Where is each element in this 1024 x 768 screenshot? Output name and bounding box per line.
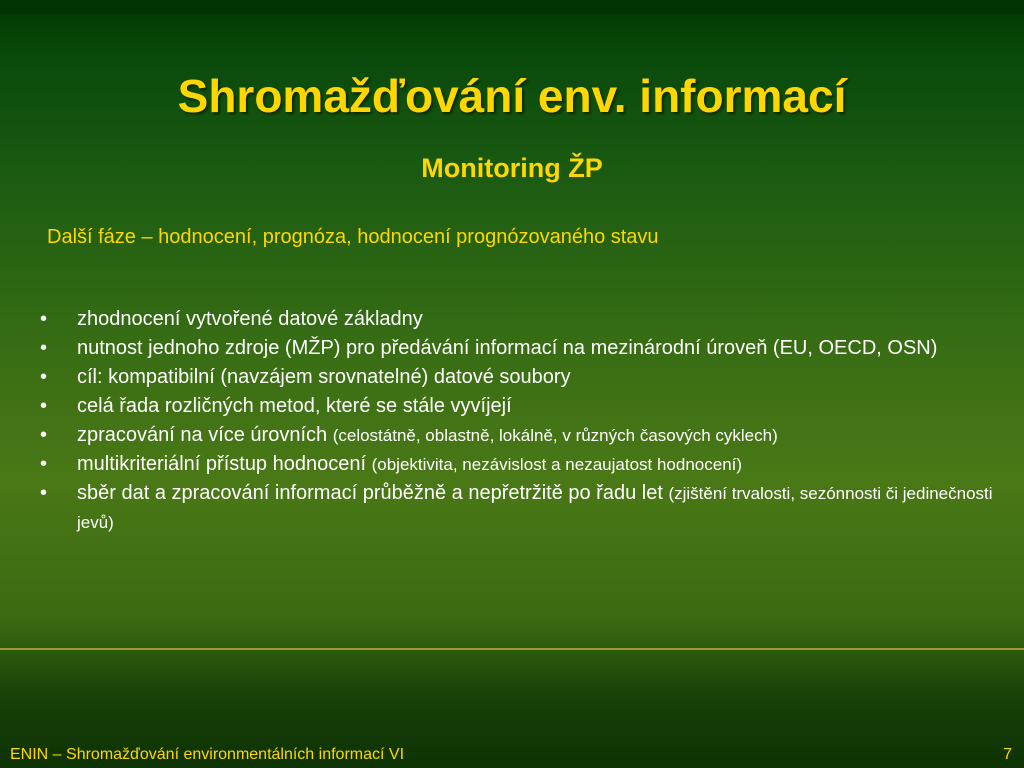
slide-title: Shromažďování env. informací (177, 70, 847, 122)
footer-text: ENIN – Shromažďování environmentálních informací VI (10, 746, 405, 763)
bullet-list (40, 305, 1015, 537)
bullet-text: zhodnocení vytvořené datové základny (77, 308, 423, 330)
bullet-icon: • (40, 453, 48, 475)
bullet-text: cíl: kompatibilní (navzájem srovnatelné) datové soubory (77, 366, 571, 388)
bullet-item (40, 363, 1015, 392)
footer-divider (0, 648, 1024, 650)
bullet-icon: • (40, 395, 48, 417)
bullet-item (40, 450, 1015, 479)
top-band (0, 0, 1024, 14)
bullet-note: (zjištění trvalosti, sezónnosti či jedinečnosti jevů) (77, 484, 993, 532)
bullet-text: celá řada rozličných metod, které se stále vyvíjejí (77, 395, 512, 417)
bullet-text: multikriteriální přístup hodnocení (77, 453, 372, 475)
bullet-item (40, 392, 1015, 421)
bullet-icon: • (40, 424, 48, 446)
phase-text: Další fáze – hodnocení, prognóza, hodnocení prognózovaného stavu (47, 226, 659, 248)
bullet-icon: • (40, 337, 48, 359)
bullet-item (40, 334, 1015, 363)
bullet-text: sběr dat a zpracování informací průběžně a nepřetržitě po řadu let (77, 482, 669, 504)
bullet-item (40, 305, 1015, 334)
slide-subtitle: Monitoring ŽP (421, 153, 603, 183)
bullet-icon: • (40, 482, 48, 504)
bullet-text: nutnost jednoho zdroje (MŽP) pro předávání informací na mezinárodní úroveň (EU, OECD, OSN) (77, 337, 938, 359)
bullet-icon: • (40, 308, 48, 330)
bullet-icon: • (40, 366, 48, 388)
bullet-note: (celostátně, oblastně, lokálně, v různých časových cyklech) (332, 426, 778, 445)
bullet-item (40, 421, 1015, 450)
bullet-note: (objektivita, nezávislost a nezaujatost hodnocení) (371, 455, 743, 474)
page-number: 7 (1003, 746, 1012, 763)
bullet-text: zpracování na více úrovních (77, 424, 333, 446)
bullet-item (40, 479, 1015, 537)
